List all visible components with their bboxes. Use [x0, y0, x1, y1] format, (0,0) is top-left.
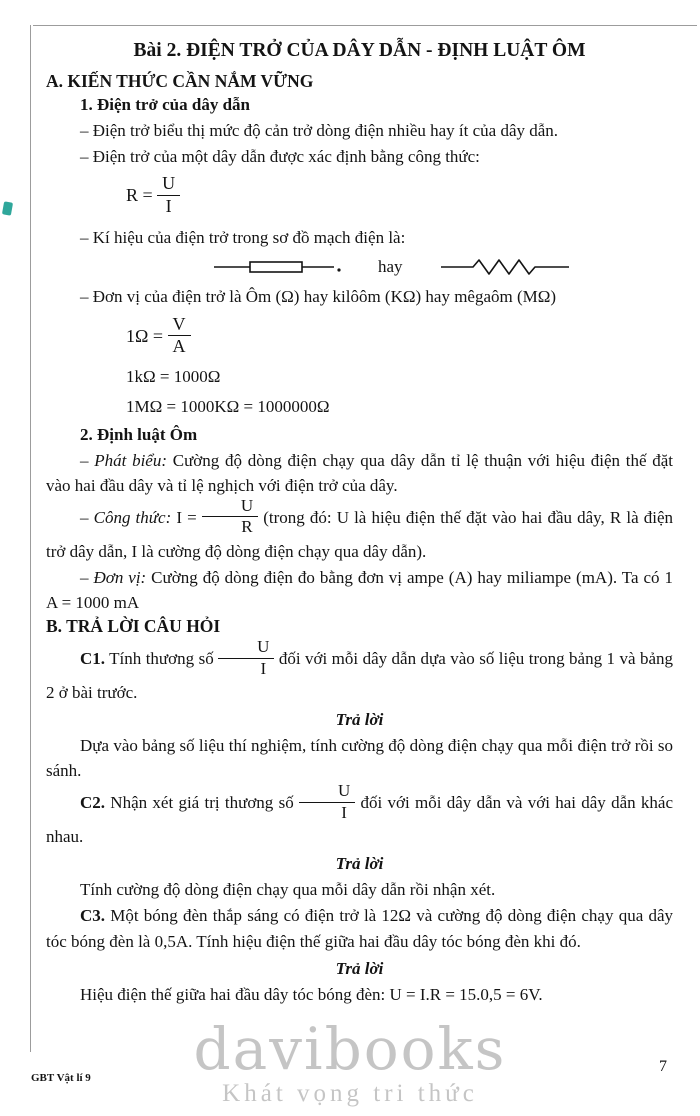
unit-text: Cường độ dòng điện đo bằng đơn vị ampe (A) hay miliampe (mA). Ta có 1 A = 1000 mA — [46, 567, 673, 612]
fraction-numerator: U — [202, 497, 258, 517]
watermark-slogan: Khát vọng tri thức — [222, 1080, 478, 1107]
question-c1 — [46, 637, 674, 705]
question-c2-post: đối với mỗi dây dẫn và với hai dây dẫn khác nhau. — [46, 793, 673, 847]
equation-megaohm: 1MΩ = 1000KΩ = 1000000Ω — [126, 397, 330, 417]
answer-heading-c2: Trả lời — [335, 854, 384, 874]
question-c1-post: đối với mỗi dây dẫn dựa vào số liệu trong bảng 1 và bảng 2 ở bài trước. — [46, 648, 674, 702]
subsection-2-heading: 2. Định luật Ôm — [80, 424, 198, 444]
paragraph-ohm-formula — [46, 495, 673, 564]
question-c1-label: C1. — [80, 648, 106, 668]
formula-lhs: I = — [171, 507, 202, 527]
lesson-title: Bài 2. ĐIỆN TRỞ CỦA DÂY DẪN - ĐỊNH LUẬT ÔM — [133, 40, 586, 61]
fraction-denominator: I — [341, 802, 347, 822]
paragraph-ohm-statement — [46, 448, 673, 498]
section-a-heading: A. KIẾN THỨC CẦN NẮM VỮNG — [46, 71, 314, 91]
symbols-or-label: hay — [378, 257, 403, 277]
fraction-numerator: U — [299, 782, 355, 802]
question-c3-label: C3. — [80, 906, 106, 926]
fraction-denominator: A — [172, 335, 186, 356]
formula-label: – Công thức: — [80, 507, 172, 527]
formula-resistance-lhs: R = — [126, 185, 158, 206]
page-number: 7 — [659, 1058, 667, 1075]
question-c2-pre: Nhận xét giá trị thương số — [105, 793, 299, 813]
question-c2-label: C2. — [80, 793, 106, 813]
subsection-1-heading: 1. Điện trở của dây dẫn — [80, 95, 250, 114]
formula-note: (trong đó: U là hiệu điện thế đặt vào hai đầu dây, R là điện trở dây dẫn, I là cường độ dòng điện chạy qua dây dẫn). — [46, 507, 673, 561]
watermark-brand: davibooks — [193, 1015, 507, 1083]
resistor-zigzag-symbol-icon — [441, 257, 571, 277]
resistor-box-symbol-icon — [214, 258, 342, 276]
paragraph-symbol-intro: – Kí hiệu của điện trở trong sơ đồ mạch điện là: — [80, 228, 406, 248]
answer-c2: Tính cường độ dòng điện chạy qua mỗi dây dẫn rồi nhận xét. — [80, 880, 496, 900]
statement-text: Cường độ dòng điện chạy qua dây dẫn tỉ lệ thuận với hiệu điện thế đặt vào hai đầu dây và tỉ lệ nghịch với điện trở của dây. — [46, 450, 673, 495]
question-c3-text: Một bóng đèn thắp sáng có điện trở là 12Ω và cường độ dòng điện chạy qua dây tóc bóng đèn là 0,5A. Tính hiệu điện thế giữa hai đầu dây tóc bóng đèn khi đó. — [46, 906, 673, 951]
fraction-denominator: I — [260, 658, 267, 678]
formula-ohm-lhs: 1Ω = — [126, 325, 168, 346]
formula-ohm-unit — [126, 313, 673, 359]
answer-heading-c3: Trả lời — [335, 958, 384, 978]
fraction-numerator: U — [218, 638, 274, 658]
fraction-numerator: U — [157, 174, 180, 195]
answer-c3: Hiệu điện thế giữa hai đầu dây tóc bóng đèn: U = I.R = 15.0,5 = 6V. — [80, 984, 543, 1004]
equation-kiloohm: 1kΩ = 1000Ω — [126, 367, 221, 387]
paragraph-resistance-definition: – Điện trở biểu thị mức độ cản trở dòng điện nhiều hay ít của dây dẫn. — [80, 121, 559, 140]
fraction-denominator: R — [241, 517, 253, 537]
paragraph-resistance-unit: – Đơn vị của điện trở là Ôm (Ω) hay kilôôm (KΩ) hay mêgaôm (MΩ) — [80, 287, 557, 307]
question-c1-pre: Tính thương số — [105, 648, 219, 668]
formula-resistance — [126, 173, 673, 218]
resistor-symbols-row — [214, 257, 673, 277]
unit-label: – Đơn vị: — [80, 567, 147, 587]
fraction-v-over-a — [168, 315, 191, 357]
fraction-u-over-i — [299, 782, 355, 822]
fraction-u-over-i — [218, 638, 274, 678]
fraction-numerator: V — [168, 315, 191, 336]
question-c3 — [46, 903, 673, 953]
answer-c1: Dựa vào bảng số liệu thí nghiệm, tính cường độ dòng điện chạy qua mỗi điện trở rồi so sánh. — [46, 736, 673, 781]
footer-book-label: GBT Vật lí 9 — [31, 1072, 91, 1084]
statement-label: – Phát biểu: — [80, 450, 167, 470]
paragraph-formula-intro: – Điện trở của một dây dẫn được xác định bằng công thức: — [80, 147, 480, 167]
fraction-denominator: I — [165, 195, 172, 216]
section-b-heading: B. TRẢ LỜI CÂU HỎI — [46, 616, 221, 637]
fraction-u-over-i — [157, 174, 180, 216]
question-c2 — [46, 781, 673, 849]
answer-heading-c1: Trả lời — [335, 710, 384, 730]
fraction-u-over-r — [202, 497, 258, 537]
paragraph-current-unit — [46, 565, 673, 615]
